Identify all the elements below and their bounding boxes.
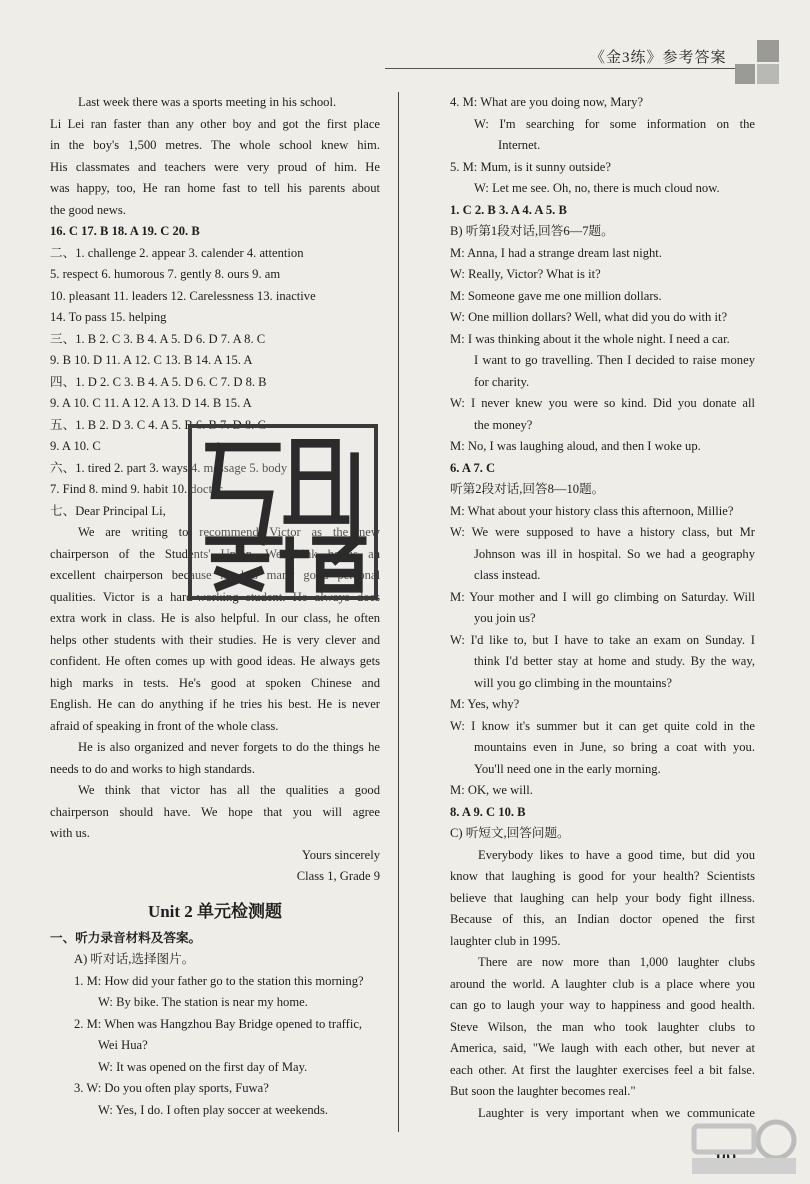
- right-column-line: mountains even in June, so bring a coat with you.: [474, 740, 755, 754]
- right-column-line: 6. A 7. C: [450, 460, 496, 475]
- left-column-line: 1. M: How did your father go to the station this morning?: [74, 973, 364, 988]
- right-column-line: for charity.: [474, 374, 530, 389]
- left-column-line: 10. pleasant 11. leaders 12. Carelessness 13. inactive: [50, 288, 316, 303]
- right-column-line: Laughter is very important when we communicate: [478, 1105, 755, 1120]
- right-column-line: You'll need one in the early morning.: [474, 761, 661, 776]
- left-column-line: 9. B 10. D 11. A 12. C 13. B 14. A 15. A: [50, 353, 253, 367]
- right-column-line: class instead.: [474, 568, 541, 582]
- left-column-line: excellent chairperson because he has many good personal: [50, 568, 380, 582]
- right-column-line: America, said, "We laugh with each other, but never at: [450, 1041, 755, 1055]
- left-column-line: W: It was opened on the first day of May.: [98, 1059, 308, 1074]
- column-divider: [398, 92, 399, 1132]
- right-column-line: W: I'm searching for some information on the: [474, 116, 755, 131]
- right-column-line: W: I never knew you were so kind. Did you donate all: [450, 396, 755, 410]
- right-column-line: C) 听短文,回答问题。: [450, 826, 570, 840]
- right-column-line: M: I was thinking about it the whole night. I need a car.: [450, 331, 730, 346]
- left-column-line: confident. He often comes up with good ideas. He always gets: [50, 654, 380, 668]
- left-column-line: W: Yes, I do. I often play soccer at weekends.: [98, 1102, 329, 1117]
- left-column-line: Wei Hua?: [98, 1038, 148, 1052]
- right-column-line: M: Anna, I had a strange dream last night.: [450, 245, 662, 260]
- left-column-line: 7. Find 8. mind 9. habit 10. doctor: [50, 482, 223, 496]
- right-column-line: M: OK, we will.: [450, 783, 533, 797]
- left-column-line: Last week there was a sports meeting in his school.: [78, 95, 337, 109]
- right-column-line: will you go climbing in the mountains?: [474, 675, 672, 690]
- left-column-line: 四、1. D 2. C 3. B 4. A 5. D 6. C 7. D 8. B: [50, 374, 267, 389]
- left-column-line: in the boy's 1,500 metres. The whole school knew him.: [50, 138, 380, 152]
- left-column-line: 六、1. tired 2. part 3. ways 4. message 5. body: [50, 460, 288, 475]
- right-column-line: But soon the laughter becomes real.": [450, 1084, 636, 1098]
- left-column-line: with us.: [50, 826, 90, 840]
- left-column-line: chairperson should have. We hope that you will agree: [50, 804, 380, 819]
- header-title: 《金3练》参考答案: [590, 50, 727, 66]
- left-column-line: English. He can do anything if he tries his best. He is never: [50, 697, 380, 711]
- left-column-line: A) 听对话,选择图片。: [74, 952, 195, 966]
- left-column-line: extra work in class. He is also helpful. In our class, he often: [50, 611, 380, 625]
- right-column-line: Everybody likes to have a good time, but did you: [478, 847, 755, 862]
- left-column-line: Yours sincerely: [301, 847, 380, 862]
- right-column-line: M: What about your history class this afternoon, Millie?: [450, 503, 734, 518]
- left-column-line: 16. C 17. B 18. A 19. C 20. B: [50, 224, 200, 238]
- right-column-line: W: We were supposed to have a history class, but Mr: [450, 525, 755, 539]
- left-column-line: 一、听力录音材料及答案。: [50, 930, 202, 945]
- right-column-line: 听第2段对话,回答8—10题。: [450, 482, 605, 496]
- right-column-line: know that laughing is good for your health? Scientists: [450, 869, 755, 883]
- right-column-line: M: Yes, why?: [450, 697, 520, 711]
- left-column-line: We think that victor has all the qualities a good: [78, 783, 380, 797]
- left-column-line: He is also organized and never forgets to do the things he: [78, 740, 380, 754]
- left-column-line: 五、1. B 2. D 3. C 4. A 5. B 6. B 7. D 8. C: [50, 417, 266, 432]
- left-column-line: 5. respect 6. humorous 7. gently 8. ours 9. am: [50, 267, 281, 281]
- left-column-line: W: By bike. The station is near my home.: [98, 995, 308, 1009]
- right-column-line: laughter club in 1995.: [450, 933, 561, 948]
- right-column-line: There are now more than 1,000 laughter clubs: [478, 955, 755, 969]
- right-column-line: B) 听第1段对话,回答6—7题。: [450, 224, 614, 238]
- left-column-line: 三、1. B 2. C 3. B 4. A 5. D 6. D 7. A 8. C: [50, 331, 266, 346]
- right-column-line: 8. A 9. C 10. B: [450, 804, 526, 819]
- right-column-line: W: Let me see. Oh, no, there is much cloud now.: [474, 181, 720, 195]
- right-column: [450, 92, 755, 1124]
- right-column-line: 1. C 2. B 3. A 4. A 5. B: [450, 202, 567, 217]
- left-column-line: His classmates and teachers were very proud of him. He: [50, 159, 380, 174]
- right-column-line: the money?: [474, 417, 533, 432]
- right-column-line: W: Really, Victor? What is it?: [450, 267, 601, 281]
- left-column-line: was happy, too, He ran home fast to tell his parents about: [50, 181, 380, 195]
- left-column-line: high marks in tests. He's good at spoken Chinese and: [50, 675, 380, 690]
- corner-watermark-logo: [684, 1118, 804, 1178]
- right-column-line: 4. M: What are you doing now, Mary?: [450, 95, 644, 109]
- right-column-line: M: No, I was laughing aloud, and then I woke up.: [450, 439, 701, 453]
- left-column-line: 二、1. challenge 2. appear 3. calender 4. attention: [50, 245, 304, 260]
- left-column-line: the good news.: [50, 202, 126, 217]
- left-column-line: helps other students with their studies. He is very clever and: [50, 632, 380, 647]
- left-column-line: Li Lei ran faster than any other boy and got the first place: [50, 116, 380, 131]
- right-column-line: M: Your mother and I will go climbing on Saturday. Will: [450, 589, 755, 604]
- right-column-line: Johnson was ill in hospital. So we had a geography: [474, 546, 755, 561]
- right-column-line: around the world. A laughter club is a place where you: [450, 976, 755, 991]
- right-column-line: I want to go travelling. Then I decided to raise money: [474, 353, 755, 367]
- left-column-line: qualities. Victor is a hard-working student. He always does: [50, 589, 380, 604]
- watermark-stamp: [188, 424, 378, 600]
- right-column-line: W: I know it's summer but it can get quite cold in the: [450, 718, 755, 733]
- header-decor-block: [757, 40, 779, 62]
- left-column-line: Class 1, Grade 9: [296, 869, 380, 883]
- left-column-line: 9. A 10. C 11. A 12. A 13. D 14. B 15. A: [50, 396, 252, 410]
- left-column-line: chairperson of the Students' Union. We think he is an: [50, 546, 380, 561]
- left-column-line: 3. W: Do you often play sports, Fuwa?: [74, 1081, 269, 1095]
- right-column-line: believe that laughing can help your body fight illness.: [450, 890, 755, 905]
- left-column-line: 2. M: When was Hangzhou Bay Bridge opened to traffic,: [74, 1016, 363, 1031]
- left-column-line: Unit 2 单元检测题: [147, 901, 283, 921]
- right-column-line: W: I'd like to, but I have to take an exam on Sunday. I: [450, 632, 755, 647]
- watermark-text: 互助文档: [283, 521, 287, 523]
- right-column-line: each other. At first the laughter exercises feel a bit false.: [450, 1062, 755, 1077]
- right-column-line: Because of this, an Indian doctor opened the first: [450, 912, 755, 926]
- right-column-line: you join us?: [474, 611, 536, 625]
- right-column-line: W: One million dollars? Well, what did you do with it?: [450, 310, 728, 324]
- watermark-graphic: [192, 428, 374, 596]
- right-column-line: M: Someone gave me one million dollars.: [450, 288, 662, 303]
- right-column-line: 5. M: Mum, is it sunny outside?: [450, 159, 611, 174]
- left-column-line: We are writing to recommend Victor as the new: [78, 525, 380, 539]
- left-column-line: afraid of speaking in front of the whole class.: [50, 718, 279, 733]
- right-column-line: Internet.: [498, 138, 541, 152]
- header-decor-block: [757, 64, 779, 84]
- left-column-line: 七、Dear Principal Li,: [50, 503, 166, 518]
- right-column-line: can go to laugh your way to happiness and good health.: [450, 998, 755, 1012]
- left-column: [50, 92, 380, 1121]
- left-column-line: 9. A 10. C: [50, 439, 101, 453]
- header-decor-block: [735, 64, 755, 84]
- header-rule: [385, 68, 755, 69]
- right-column-line: think I'd better stay at home and study. By the way,: [474, 654, 755, 668]
- right-column-line: Steve Wilson, the man who took laughter clubs to: [450, 1019, 755, 1034]
- left-column-line: needs to do and works to high standards.: [50, 761, 255, 776]
- left-column-line: 14. To pass 15. helping: [50, 310, 167, 324]
